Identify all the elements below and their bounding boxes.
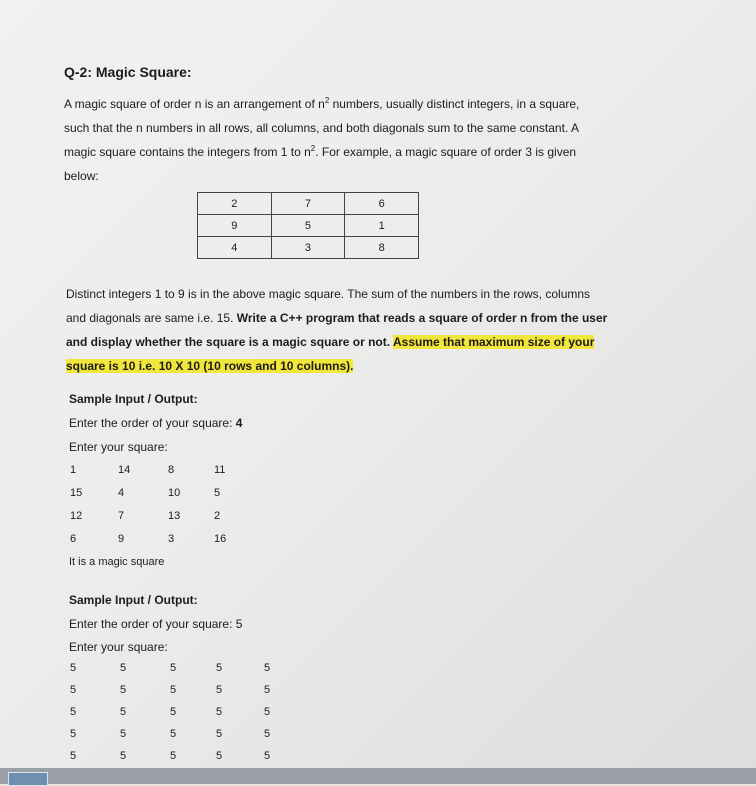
grid-cell: 6 bbox=[70, 533, 77, 545]
sample1-heading: Sample Input / Output: bbox=[69, 392, 198, 406]
grid-cell: 15 bbox=[70, 487, 83, 499]
grid-cell: 5 bbox=[120, 662, 127, 674]
grid-cell: 5 bbox=[264, 662, 271, 674]
grid-cell: 5 bbox=[70, 706, 77, 718]
grid-cell: 5 bbox=[170, 706, 177, 718]
grid-cell: 5 bbox=[264, 728, 271, 740]
grid-cell: 5 bbox=[120, 728, 127, 740]
grid-cell: 5 bbox=[216, 750, 223, 762]
table-row bbox=[198, 193, 419, 215]
grid-cell: 5 bbox=[216, 728, 223, 740]
grid-cell: 7 bbox=[118, 510, 125, 522]
intro-paragraph: A magic square of order n is an arrangement of $n^2$ numbers, usually distinct integers, in a square, such that the n numbers in all rows, all columns, and both diagonals sum to the same constant. A magic square contains the integers from 1 to $n^2$. For example, a magic square of order 3 is given below: bbox=[64, 96, 580, 183]
grid-cell: 5 bbox=[120, 684, 127, 696]
grid-cell: 3 bbox=[168, 533, 175, 545]
grid-cell: 9 bbox=[118, 533, 125, 545]
description-paragraph: Distinct integers 1 to 9 is in the above magic square. The sum of the numbers in the rows, columns and diagonals are same i.e. 15. Write a C++ program that reads a square of order n from the user and display whether the square is a magic square or not. Assume that maximum size of your square is 10 i.e. 10 X 10 (10 rows and 10 columns). bbox=[66, 287, 608, 373]
taskbar bbox=[0, 768, 756, 784]
grid-cell: 10 bbox=[168, 487, 181, 499]
grid-cell: 5 bbox=[70, 750, 77, 762]
grid-cell: 5 bbox=[216, 684, 223, 696]
table-cell: 4 bbox=[198, 237, 272, 259]
grid-cell: 2 bbox=[214, 510, 221, 522]
grid-cell: 4 bbox=[118, 487, 125, 499]
sample1-result: It is a magic square bbox=[69, 556, 165, 568]
sample1-order-prompt: Enter the order of your square: 4 bbox=[69, 416, 243, 430]
grid-cell: 8 bbox=[168, 464, 175, 476]
grid-cell: 5 bbox=[70, 662, 77, 674]
table-cell: 5 bbox=[271, 215, 345, 237]
table-cell: 7 bbox=[271, 193, 345, 215]
grid-cell: 5 bbox=[120, 750, 127, 762]
grid-cell: 5 bbox=[170, 662, 177, 674]
question-title: Q-2: Magic Square: bbox=[64, 64, 192, 80]
grid-cell: 5 bbox=[170, 728, 177, 740]
grid-cell: 11 bbox=[214, 464, 226, 476]
grid-cell: 5 bbox=[120, 706, 127, 718]
table-cell: 6 bbox=[345, 193, 419, 215]
table-row bbox=[198, 215, 419, 237]
grid-cell: 5 bbox=[264, 684, 271, 696]
table-cell: 2 bbox=[198, 193, 272, 215]
grid-cell: 14 bbox=[118, 464, 131, 476]
grid-cell: 5 bbox=[170, 750, 177, 762]
grid-cell: 16 bbox=[214, 533, 227, 545]
table-cell: 3 bbox=[271, 237, 345, 259]
table-row bbox=[198, 237, 419, 259]
grid-cell: 5 bbox=[216, 662, 223, 674]
table-cell: 9 bbox=[198, 215, 272, 237]
grid-cell: 5 bbox=[216, 706, 223, 718]
grid-cell: 5 bbox=[214, 487, 221, 499]
sample2-heading: Sample Input / Output: bbox=[69, 593, 198, 607]
grid-cell: 5 bbox=[170, 684, 177, 696]
grid-cell: 5 bbox=[70, 728, 77, 740]
table-cell: 1 bbox=[345, 215, 419, 237]
grid-cell: 1 bbox=[70, 464, 77, 476]
grid-cell: 5 bbox=[264, 706, 271, 718]
grid-cell: 12 bbox=[70, 510, 83, 522]
sample1-square-prompt: Enter your square: bbox=[69, 440, 168, 454]
sample2-order-prompt: Enter the order of your square: 5 bbox=[69, 617, 243, 631]
grid-cell: 5 bbox=[264, 750, 271, 762]
table-cell: 8 bbox=[345, 237, 419, 259]
example-magic-square bbox=[197, 192, 419, 259]
sample2-square-prompt: Enter your square: bbox=[69, 640, 168, 654]
grid-cell: 5 bbox=[70, 684, 77, 696]
grid-cell: 13 bbox=[168, 510, 181, 522]
